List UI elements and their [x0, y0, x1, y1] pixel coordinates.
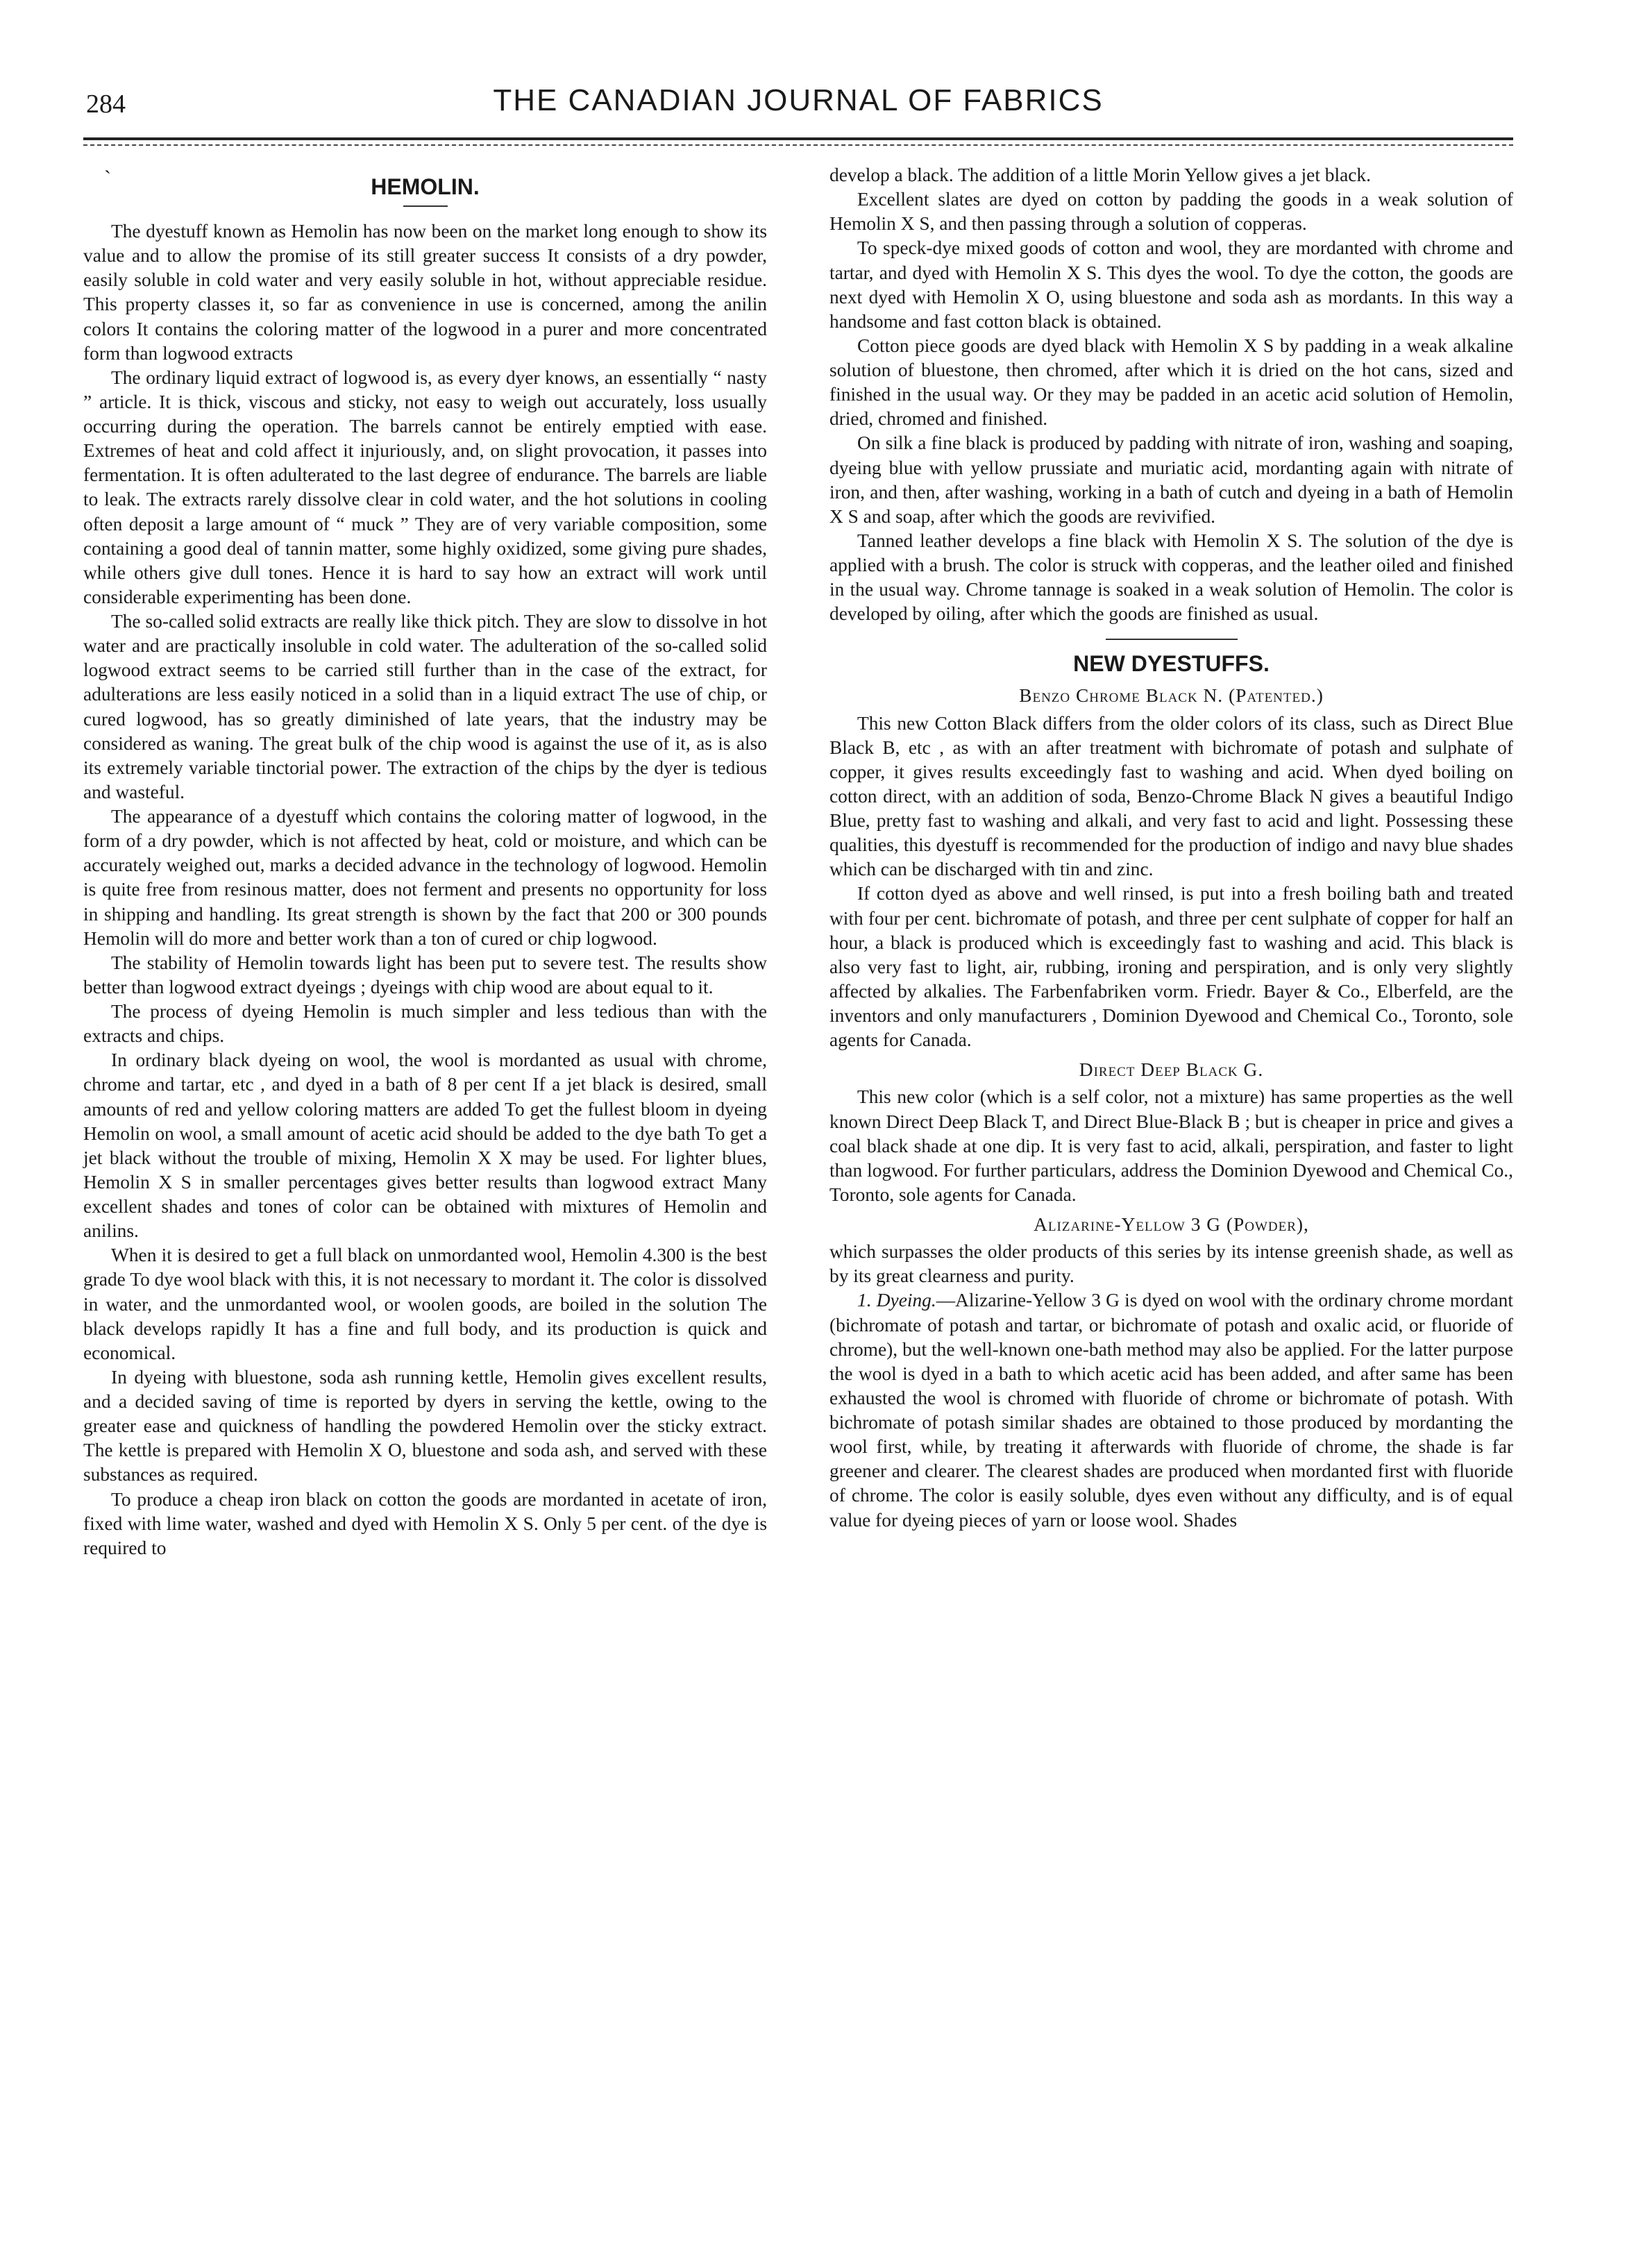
article-title-hemolin: HEMOLIN. [371, 174, 480, 199]
article-title-new-dyestuffs: NEW DYESTUFFS. [1073, 651, 1270, 677]
paragraph: In dyeing with bluestone, soda ash running kettle, Hemolin gives excellent results, and a decided saving of time is reported by dyers in serving the kettle, owing to the greater ease and quickness of handling the powdered Hemolin over the sticky extract. The kettle is prepared with Hemolin X O, bluestone and soda ash, and served with these substances as required. [83, 1366, 767, 1485]
header-rule-dashed [83, 144, 1513, 146]
paragraph: In ordinary black dyeing on wool, the wool is mordanted as usual with chrome, chrome and tartar, etc , and dyed in a bath of 8 per cent If a jet black is desired, small amounts of red and yellow coloring matters are added To get the fullest bloom in dyeing Hemolin on wool, a small amount of acetic acid should be added to the dye bath To get a jet black without the trouble of mixing, Hemolin X X may be used. For lighter blues, Hemolin X S in smaller percentages gives better results than logwood extract Many excellent shades and tones of color can be obtained with mixtures of Hemolin and anilins. [83, 1050, 767, 1242]
paragraph: On silk a fine black is produced by padding with nitrate of iron, washing and soaping, dyeing blue with yellow prussiate and muriatic acid, mordanting again with nitrate of iron, and then, after washing, working in a bath of cutch and dyeing in a bath of Hemolin X S and soap, after which the goods are revivified. [829, 432, 1513, 527]
journal-title: THE CANADIAN JOURNAL OF FABRICS [493, 83, 1104, 117]
page-number: 284 [86, 90, 126, 119]
paragraph: To produce a cheap iron black on cotton the goods are mordanted in acetate of iron, fixed with lime water, washed and dyed with Hemolin X S. Only 5 per cent. of the dye is required to [83, 1488, 767, 1558]
paragraph: To speck-dye mixed goods of cotton and wool, they are mordanted with chrome and tartar, and dyed with Hemolin X S. This dyes the wool. To dye the cotton, the goods are next dyed with Hemolin X O, using bluestone and soda ash as mordants. In this way a handsome and fast cotton black is obtained. [829, 237, 1513, 332]
dyeing-text: —Alizarine-Yellow 3 G is dyed on wool with the ordinary chrome mordant (bichromate of potash and tartar, or bichromate of potash and oxalic acid, or fluoride of chrome), but the well-known one-bath method may also be applied. For the latter purpose the wool is dyed in a bath to which acetic acid has been added, and after same has been exhausted the wool is chromed with fluoride of chrome or bichromate of potash. With bichromate of potash similar shades are obtained to those produced by mordanting the wool first, while, by treating it afterwards with fluoride of chrome, the shade is far greener and clearer. The clearest shades are produced when mordanted first with fluoride of chrome. The color is easily soluble, dyes even without any difficulty, and is of equal value for dyeing pieces of yarn or loose wool. Shades [829, 1290, 1513, 1531]
section-rule [1106, 639, 1238, 640]
subhead-direct-deep-black: Direct Deep Black G. [1079, 1059, 1264, 1081]
paragraph: Excellent slates are dyed on cotton by padding the goods in a weak solution of Hemolin X S, and then passing through a solution of copperas. [829, 189, 1513, 235]
paragraph: The so-called solid extracts are really like thick pitch. They are slow to dissolve in hot water and are practically insoluble in cold water. The adulteration of the so-called solid logwood extract seems to be carried still further than in the case of the extract, for adulterations are less easily noticed in a solid than in a liquid extract The use of chip, or cured logwood, has so greatly diminished of late years, that the industry may be considered as waning. The great bulk of the chip wood is against the use of it, as is also its extremely variable tinctorial power. The extraction of the chips by the dyer is tedious and wasteful. [83, 611, 767, 802]
right-column [829, 163, 1513, 1533]
paragraph: When it is desired to get a full black on unmordanted wool, Hemolin 4.300 is the best grade To dye wool black with this, it is not necessary to mordant it. The color is dissolved in water, and the unmordanted wool, or woolen goods, are boiled in the solution The black develops rapidly It has a fine and full body, and its production is quick and economical. [83, 1245, 767, 1363]
paragraph: The appearance of a dyestuff which contains the coloring matter of logwood, in the form of a dry powder, which is not affected by heat, cold or moisture, and which can be accurately weighed out, marks a decided advance in the technology of logwood. Hemolin is quite free from resinous matter, does not ferment and presents no opportunity for loss in shipping and handling. Its great strength is shown by the fact that 200 or 300 pounds Hemolin will do more and better work than a ton of cured or chip logwood. [83, 806, 767, 949]
paragraph: The dyestuff known as Hemolin has now been on the market long enough to show its value and to allow the promise of its still greater success It consists of a dry powder, easily soluble in cold water and very easily soluble in hot, without appreciable residue. This property classes it, so far as convenience in use is concerned, among the anilin colors It contains the coloring matter of the logwood in a purer and more concentrated form than logwood extracts [83, 221, 767, 364]
left-column [83, 163, 767, 1560]
title-rule [403, 205, 448, 207]
paragraph: Tanned leather develops a fine black with Hemolin X S. The solution of the dye is applied with a brush. The color is struck with copperas, and the leather oiled and finished in the usual way. Chrome tannage is soaked in a weak solution of Hemolin. The color is developed by oiling, after which the goods are finished as usual. [829, 530, 1513, 625]
subhead-alizarine-yellow: Alizarine-Yellow 3 G (Powder), [1034, 1214, 1309, 1236]
paragraph: The process of dyeing Hemolin is much simpler and less tedious than with the extracts and chips. [83, 1001, 767, 1047]
paragraph-continued: develop a black. The addition of a little Morin Yellow gives a jet black. [829, 165, 1371, 185]
paragraph-dyeing [829, 1288, 1513, 1532]
header-rule [83, 137, 1513, 140]
dyeing-label: 1. Dyeing. [857, 1290, 936, 1311]
paragraph: which surpasses the older products of this series by its intense greenish shade, as well as by its great clearness and purity. [829, 1241, 1513, 1287]
page-header [83, 82, 1513, 137]
paragraph: The ordinary liquid extract of logwood is, as every dyer knows, an essentially “ nasty ” article. It is thick, viscous and sticky, not easy to weigh out accurately, loss usually occurring during the operation. The barrels cannot be entirely emptied with ease. Extremes of heat and cold affect it injuriously, and, on slight provocation, it passes into fermentation. It is often adulterated to the last degree of endurance. The barrels are liable to leak. The extracts rarely dissolve clear in cold water, and the hot solutions in cooling often deposit a large amount of “ muck ” They are of very variable composition, some containing a good deal of tannin matter, some highly oxidized, some giving pure shades, while others give dull tones. Hence it is hard to say how an extract will work until considerable experimenting has been done. [83, 367, 767, 607]
paragraph: If cotton dyed as above and well rinsed, is put into a fresh boiling bath and treated with four per cent. bichromate of potash, and three per cent sulphate of copper for half an hour, a black is produced which is exceedingly fast to washing and acid. This black is also very fast to light, air, rubbing, ironing and perspiration, and is only very slightly affected by alkalies. The Farbenfabriken vorm. Friedr. Bayer & Co., Elberfeld, are the inventors and only manufacturers , Dominion Dyewood and Chemical Co., Toronto, sole agents for Canada. [829, 883, 1513, 1051]
print-speck: ` [104, 167, 111, 189]
paragraph: This new color (which is a self color, not a mixture) has same properties as the well known Direct Deep Black T, and Direct Blue-Black B ; but is cheaper in price and gives a coal black shade at one dip. It is very fast to acid, alkali, perspiration, and faster to light than logwood. For further particulars, address the Dominion Dyewood and Chemical Co., Toronto, sole agents for Canada. [829, 1086, 1513, 1205]
subhead-benzo-chrome-black: Benzo Chrome Black N. (Patented.) [1019, 685, 1324, 707]
paragraph: Cotton piece goods are dyed black with Hemolin X S by padding in a weak alkaline solution of bluestone, then chromed, after which it is dried on the hot cans, sized and finished in the usual way. Or they may be padded in an acetic acid solution of Hemolin, dried, chromed and finished. [829, 335, 1513, 430]
paragraph: This new Cotton Black differs from the older colors of its class, such as Direct Blue Black B, etc , as with an after treatment with bichromate of potash and sulphate of copper, it gives results exceedingly fast to washing and acid. When dyed boiling on cotton direct, with an addition of soda, Benzo-Chrome Black N gives a beautiful Indigo Blue, pretty fast to washing and alkali, and very fast to acid and light. Possessing these qualities, this dyestuff is recommended for the production of indigo and navy blue shades which can be discharged with tin and zinc. [829, 712, 1513, 880]
paragraph: The stability of Hemolin towards light has been put to severe test. The results show better than logwood extract dyeings ; dyeings with chip wood are about equal to it. [83, 952, 767, 997]
